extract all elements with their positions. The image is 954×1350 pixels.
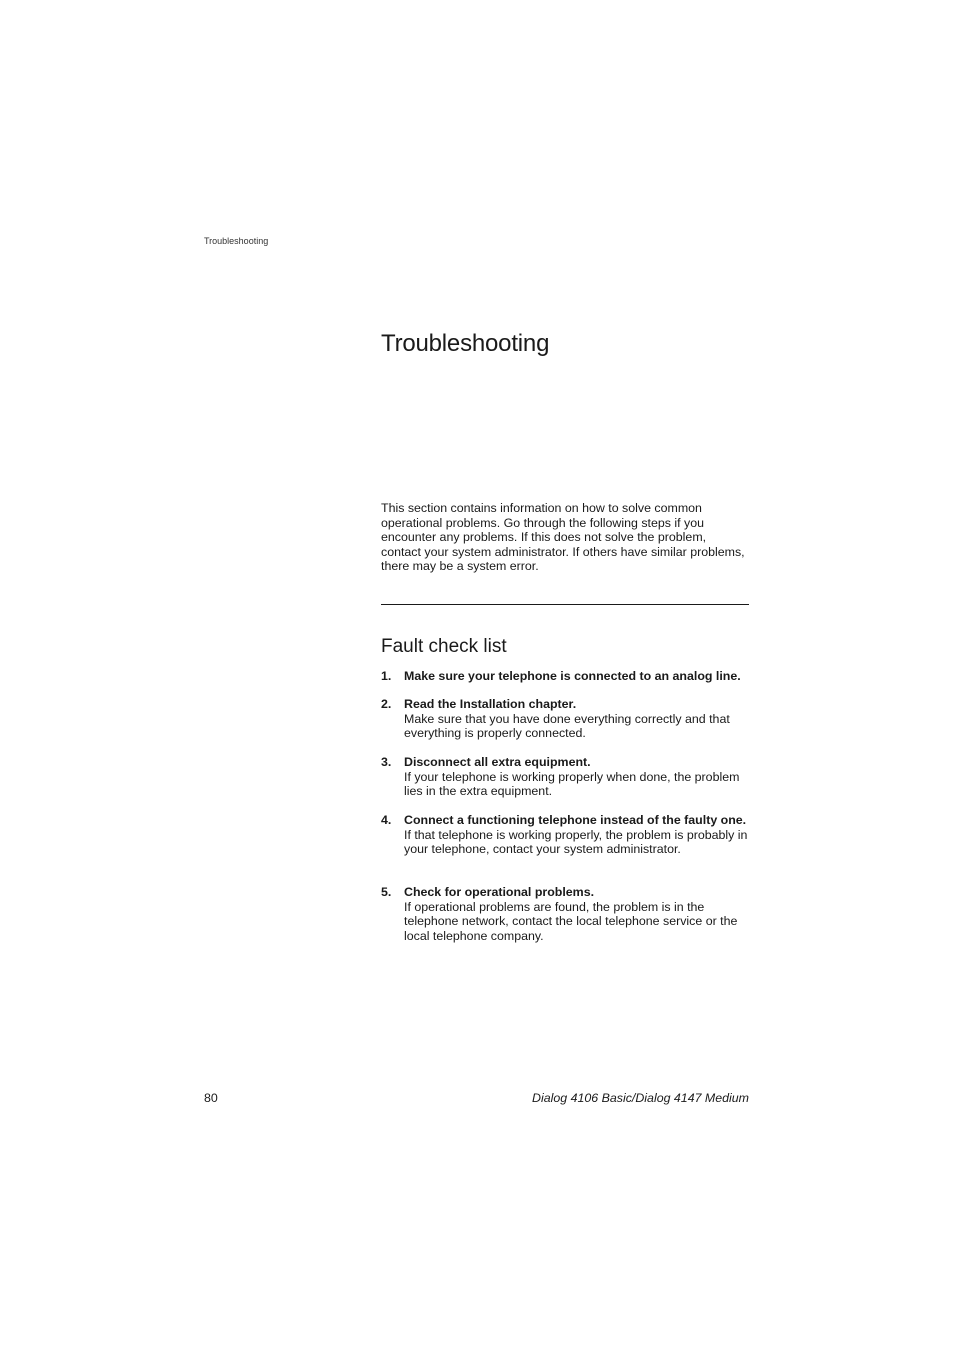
step-title: Disconnect all extra equipment. [404,755,591,769]
section-title-fault-check-list: Fault check list [381,636,507,657]
step-number: 4. [381,813,392,827]
step-text: If that telephone is working properly, the problem is probably in your telephone, contact your system administrator. [404,827,748,857]
step-number: 2. [381,697,392,711]
step-number: 3. [381,755,392,769]
step-title: Read the Installation chapter. [404,697,577,711]
step-number: 1. [381,669,392,683]
fault-check-step-3 [381,755,751,799]
fault-check-step-1 [381,669,751,684]
step-text: If operational problems are found, the problem is in the telephone network, contact the local telephone service or the local telephone company. [404,899,738,943]
running-header: Troubleshooting [204,236,269,246]
step-text: If your telephone is working properly when done, the problem lies in the extra equipment. [404,769,740,799]
page-number: 80 [204,1091,218,1105]
fault-check-step-2 [381,697,751,741]
document-title: Dialog 4106 Basic/Dialog 4147 Medium [532,1091,749,1105]
step-title: Make sure your telephone is connected to an analog line. [404,669,741,683]
fault-check-step-5 [381,885,751,943]
step-title: Check for operational problems. [404,885,595,899]
step-text: Make sure that you have done everything correctly and that everything is properly connected. [404,711,730,741]
step-number: 5. [381,885,392,899]
fault-check-step-4 [381,813,751,857]
page-title: Troubleshooting [381,330,550,357]
section-divider [381,604,749,605]
intro-paragraph: This section contains information on how to solve common operational problems. Go through the following steps if you encounter any problems. If this does not solve the problem, contact your system administrator. If others have similar problems, there may be a system error. [381,501,745,574]
step-title: Connect a functioning telephone instead of the faulty one. [404,813,747,827]
